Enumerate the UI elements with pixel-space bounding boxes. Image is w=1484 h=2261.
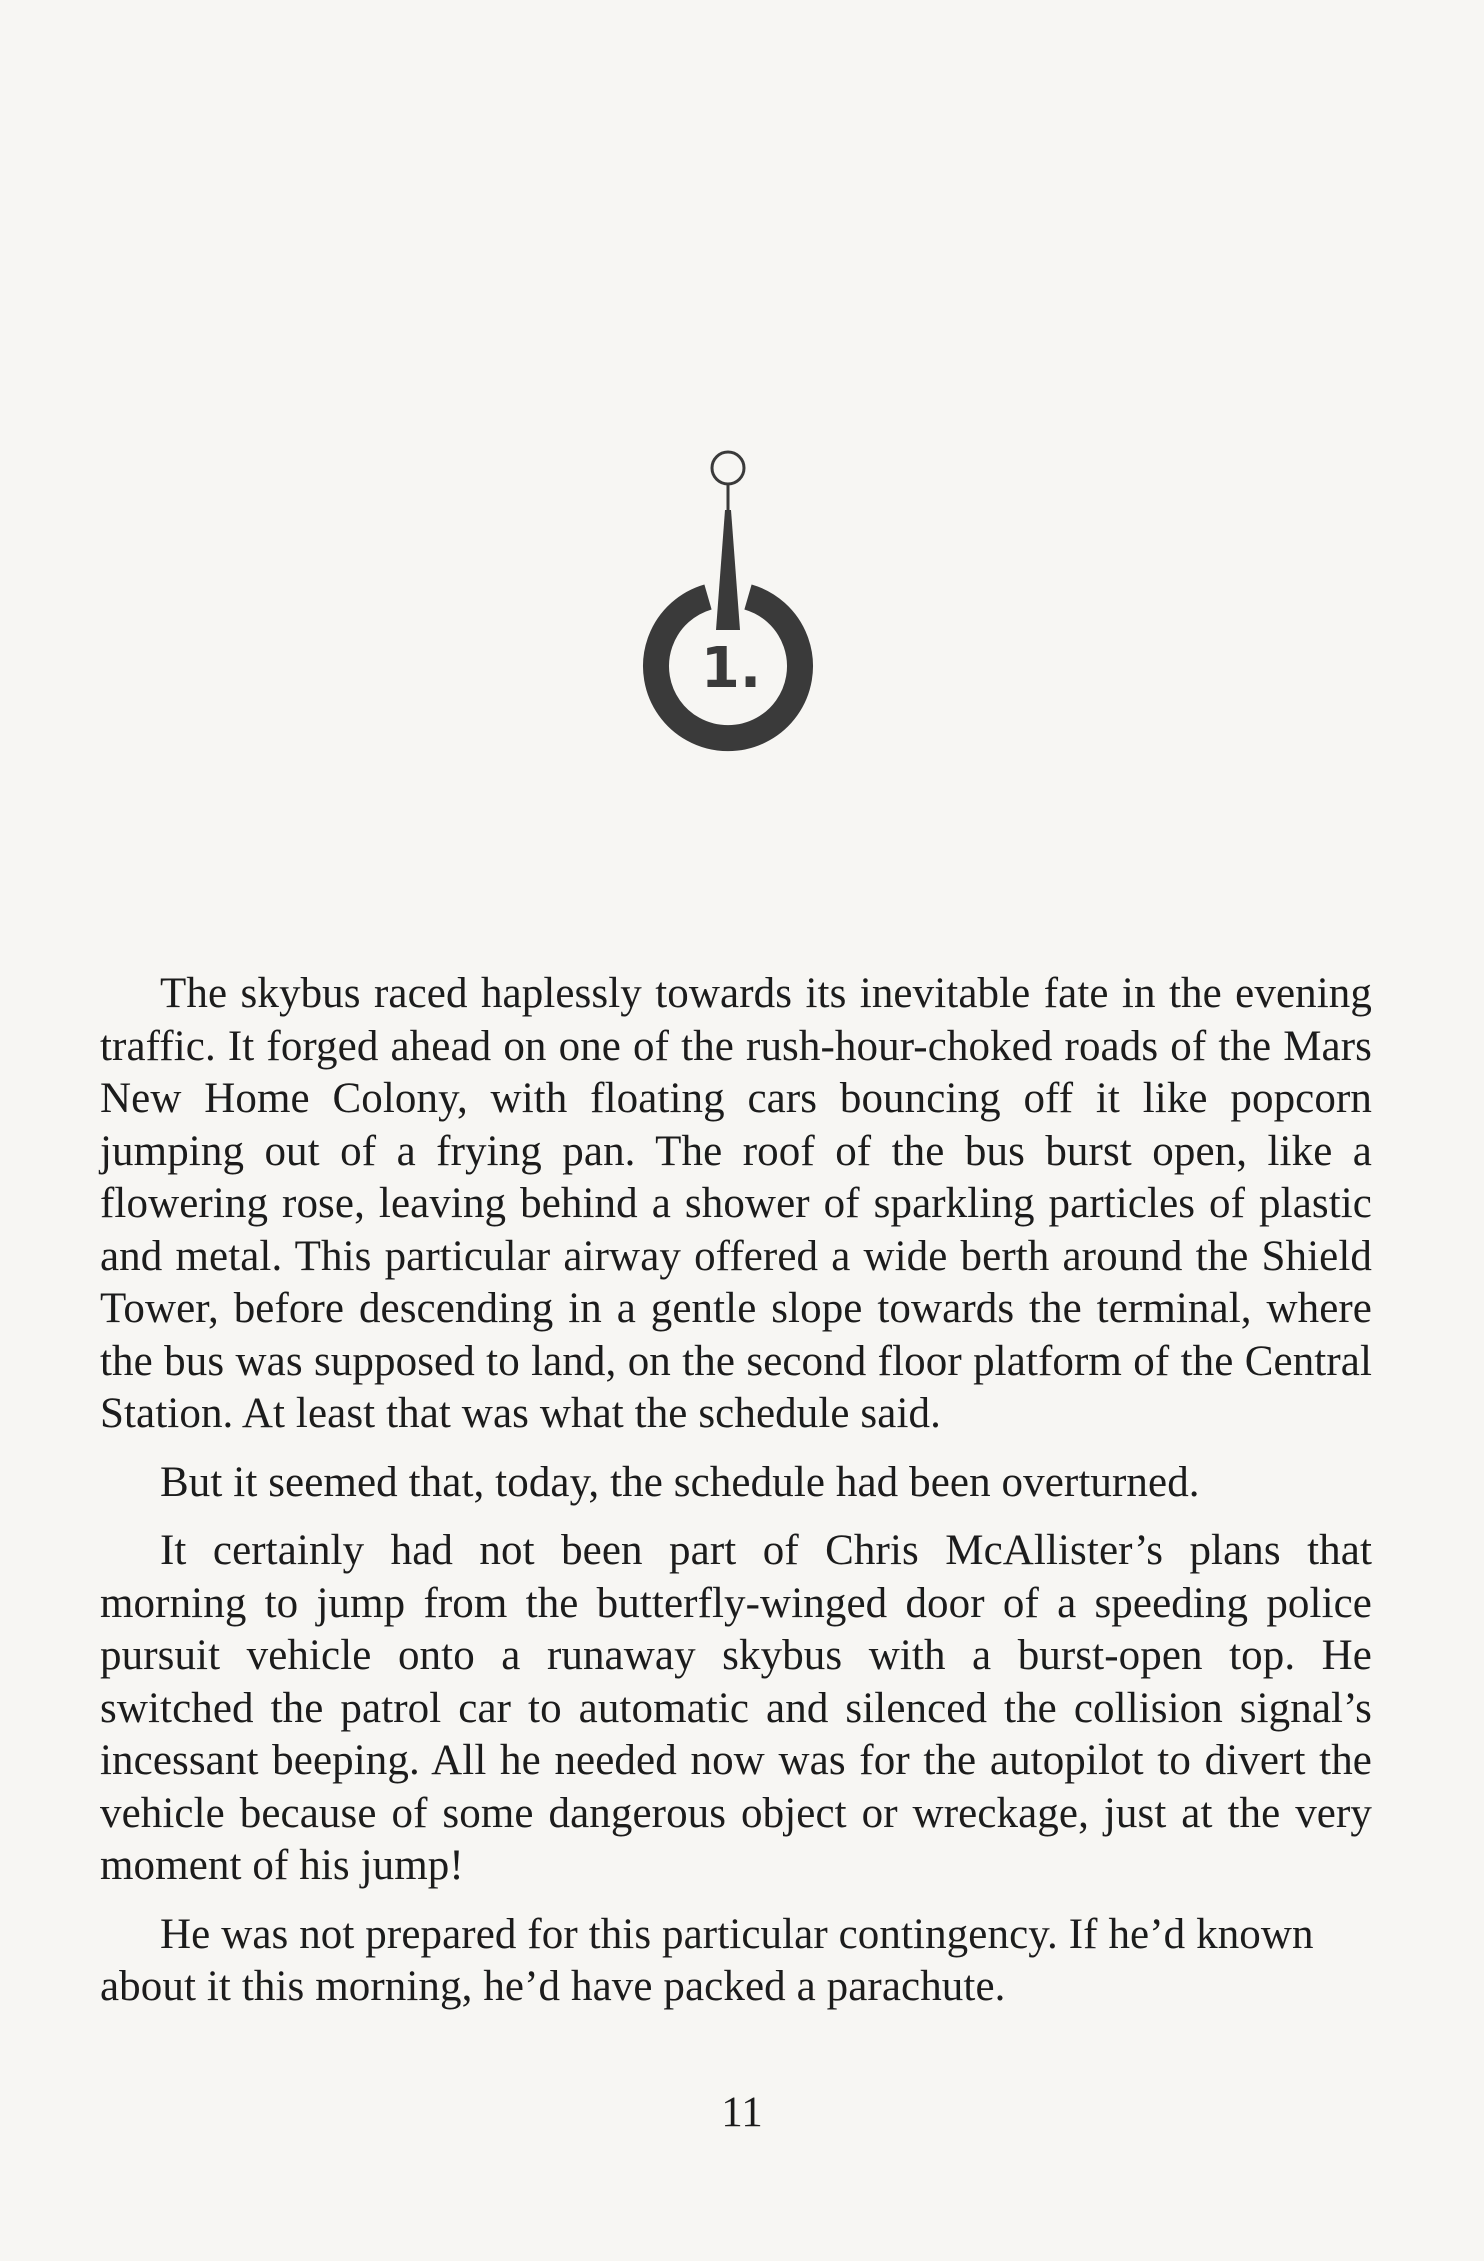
paragraph-1: The skybus raced haplessly towards its inevitable fate in the evening traffic. It forged ahead on one of the rush-hour-choked roads of the Mars New Home Colony, with floating cars bouncing off it like popcorn jumping out of a frying pan. The roof of the bus burst open, like a flowering rose, leaving behind a shower of sparkling particles of plastic and metal. This particular airway offered a wide berth around the Shield Tower, before descending in a gentle slope towards the terminal, where the bus was supposed to land, on the second floor platform of the Central Station. At least that was what the schedule said.: [100, 970, 1372, 1437]
antenna-ring: [712, 452, 744, 484]
antenna-mast: [716, 510, 740, 630]
paragraph-4: He was not prepared for this particular contingency. If he’d known about it this morning, he’d have packed a parachute.: [100, 1910, 1314, 2010]
paragraph-2: But it seemed that, today, the schedule had been overturned.: [160, 1458, 1200, 1506]
page-number: 11: [721, 2089, 763, 2136]
paragraph-3: It certainly had not been part of Chris McAllister’s plans that morning to jump from the butterfly-winged door of a speeding police pursuit vehicle onto a runaway skybus with a burst-open top. He switched the patrol car to automatic and silenced the collision signal’s incessant beeping. All he needed now was for the autopilot to divert the vehicle because of some dangerous object or wreckage, just at the very moment of his jump!: [100, 1527, 1372, 1889]
chapter-body: [100, 968, 1372, 2014]
chapter-number: 1.: [700, 636, 762, 701]
chapter-emblem-icon: [632, 440, 852, 780]
